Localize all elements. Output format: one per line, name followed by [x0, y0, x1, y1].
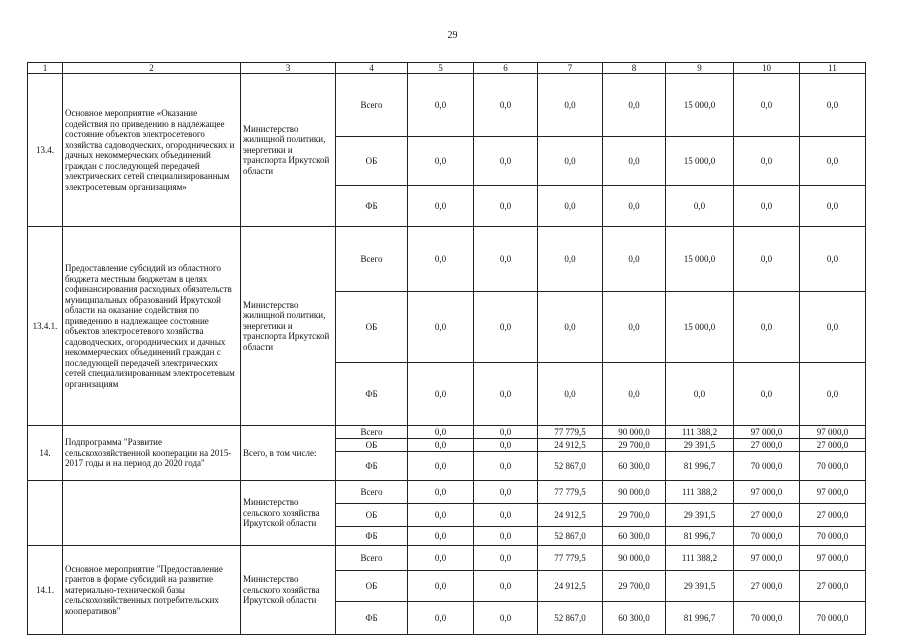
amount-cell: 0,0: [474, 602, 538, 635]
row-description: [63, 481, 241, 546]
amount-cell: 0,0: [474, 439, 538, 452]
page-number: 29: [447, 30, 458, 41]
amount-cell: 27 000,0: [800, 504, 866, 527]
column-number: 9: [666, 63, 734, 74]
amount-cell: 29 391,5: [666, 571, 734, 602]
amount-cell: 0,0: [734, 363, 800, 426]
amount-cell: 0,0: [734, 137, 800, 186]
responsible-executor: Всего, в том числе:: [241, 426, 336, 481]
table-row: [28, 227, 866, 292]
funding-source: ФБ: [336, 602, 408, 635]
amount-cell: 24 912,5: [538, 571, 603, 602]
amount-cell: 0,0: [734, 292, 800, 363]
amount-cell: 111 388,2: [666, 481, 734, 504]
amount-cell: 27 000,0: [800, 571, 866, 602]
funding-source: Всего: [336, 546, 408, 571]
funding-source: ОБ: [336, 292, 408, 363]
amount-cell: 77 779,5: [538, 546, 603, 571]
amount-cell: 0,0: [666, 363, 734, 426]
table-row: [28, 426, 866, 439]
amount-cell: 70 000,0: [800, 527, 866, 546]
funding-source: ФБ: [336, 452, 408, 481]
amount-cell: 0,0: [800, 363, 866, 426]
amount-cell: 0,0: [474, 363, 538, 426]
amount-cell: 0,0: [603, 74, 666, 137]
amount-cell: 0,0: [408, 227, 474, 292]
funding-source: ФБ: [336, 363, 408, 426]
amount-cell: 0,0: [408, 292, 474, 363]
amount-cell: 97 000,0: [734, 426, 800, 439]
amount-cell: 0,0: [538, 292, 603, 363]
amount-cell: 52 867,0: [538, 527, 603, 546]
amount-cell: 81 996,7: [666, 602, 734, 635]
amount-cell: 0,0: [474, 571, 538, 602]
amount-cell: 15 000,0: [666, 292, 734, 363]
column-number: 1: [28, 63, 63, 74]
funding-source: ОБ: [336, 439, 408, 452]
amount-cell: 97 000,0: [800, 426, 866, 439]
column-number: 6: [474, 63, 538, 74]
amount-cell: 97 000,0: [800, 481, 866, 504]
amount-cell: 27 000,0: [734, 504, 800, 527]
amount-cell: 0,0: [800, 137, 866, 186]
amount-cell: 24 912,5: [538, 439, 603, 452]
column-number: 8: [603, 63, 666, 74]
amount-cell: 29 700,0: [603, 571, 666, 602]
amount-cell: 0,0: [474, 426, 538, 439]
amount-cell: 0,0: [800, 186, 866, 227]
amount-cell: 0,0: [603, 227, 666, 292]
amount-cell: 60 300,0: [603, 527, 666, 546]
column-number: 11: [800, 63, 866, 74]
amount-cell: 0,0: [474, 186, 538, 227]
column-numbers-row: [28, 63, 866, 74]
funding-source: ОБ: [336, 137, 408, 186]
amount-cell: 0,0: [603, 137, 666, 186]
amount-cell: 0,0: [800, 227, 866, 292]
amount-cell: 0,0: [474, 504, 538, 527]
amount-cell: 90 000,0: [603, 426, 666, 439]
amount-cell: 0,0: [408, 426, 474, 439]
row-number: 13.4.: [28, 74, 63, 227]
amount-cell: 29 391,5: [666, 504, 734, 527]
row-description: Основное мероприятие «Оказание содействия по приведению в надлежащее состояние объектов электросетевого хозяйства садоводческих, огороднических и дачных некоммерческих объединений граждан с последующей передачей электрических сетей специализированным электросетевым организациям»: [63, 74, 241, 227]
amount-cell: 0,0: [474, 452, 538, 481]
amount-cell: 15 000,0: [666, 227, 734, 292]
amount-cell: 0,0: [474, 292, 538, 363]
amount-cell: 97 000,0: [734, 546, 800, 571]
responsible-executor: Министерство сельского хозяйства Иркутской области: [241, 546, 336, 635]
amount-cell: 0,0: [408, 546, 474, 571]
row-number: 13.4.1.: [28, 227, 63, 426]
column-number: 2: [63, 63, 241, 74]
amount-cell: 0,0: [603, 363, 666, 426]
budget-table: [27, 62, 866, 635]
amount-cell: 0,0: [408, 363, 474, 426]
amount-cell: 0,0: [603, 186, 666, 227]
table-row: [28, 481, 866, 504]
amount-cell: 70 000,0: [734, 602, 800, 635]
responsible-executor: Министерство сельского хозяйства Иркутской области: [241, 481, 336, 546]
amount-cell: 0,0: [734, 74, 800, 137]
funding-source: Всего: [336, 481, 408, 504]
funding-source: Всего: [336, 74, 408, 137]
row-number: 14.: [28, 426, 63, 481]
funding-source: ФБ: [336, 527, 408, 546]
amount-cell: 81 996,7: [666, 452, 734, 481]
table-row: [28, 74, 866, 137]
amount-cell: 0,0: [474, 481, 538, 504]
amount-cell: 0,0: [474, 74, 538, 137]
amount-cell: 0,0: [734, 227, 800, 292]
amount-cell: 0,0: [408, 481, 474, 504]
funding-source: ОБ: [336, 571, 408, 602]
amount-cell: 0,0: [408, 571, 474, 602]
amount-cell: 70 000,0: [734, 452, 800, 481]
amount-cell: 0,0: [538, 74, 603, 137]
amount-cell: 0,0: [408, 602, 474, 635]
amount-cell: 0,0: [408, 527, 474, 546]
amount-cell: 0,0: [474, 527, 538, 546]
column-number: 7: [538, 63, 603, 74]
amount-cell: 27 000,0: [734, 439, 800, 452]
funding-source: ОБ: [336, 504, 408, 527]
amount-cell: 70 000,0: [800, 452, 866, 481]
amount-cell: 0,0: [408, 186, 474, 227]
amount-cell: 111 388,2: [666, 546, 734, 571]
funding-source: Всего: [336, 426, 408, 439]
amount-cell: 27 000,0: [800, 439, 866, 452]
amount-cell: 0,0: [734, 186, 800, 227]
amount-cell: 0,0: [474, 227, 538, 292]
amount-cell: 0,0: [408, 137, 474, 186]
amount-cell: 15 000,0: [666, 137, 734, 186]
amount-cell: 0,0: [538, 363, 603, 426]
amount-cell: 15 000,0: [666, 74, 734, 137]
amount-cell: 0,0: [474, 137, 538, 186]
row-number: [28, 481, 63, 546]
funding-source: Всего: [336, 227, 408, 292]
amount-cell: 29 700,0: [603, 439, 666, 452]
table-row: [28, 546, 866, 571]
amount-cell: 60 300,0: [603, 452, 666, 481]
funding-source: ФБ: [336, 186, 408, 227]
column-number: 4: [336, 63, 408, 74]
amount-cell: 111 388,2: [666, 426, 734, 439]
amount-cell: 0,0: [408, 504, 474, 527]
amount-cell: 77 779,5: [538, 426, 603, 439]
amount-cell: 0,0: [538, 186, 603, 227]
amount-cell: 70 000,0: [734, 527, 800, 546]
amount-cell: 0,0: [474, 546, 538, 571]
amount-cell: 0,0: [666, 186, 734, 227]
amount-cell: 27 000,0: [734, 571, 800, 602]
row-number: 14.1.: [28, 546, 63, 635]
amount-cell: 97 000,0: [800, 546, 866, 571]
amount-cell: 29 391,5: [666, 439, 734, 452]
amount-cell: 81 996,7: [666, 527, 734, 546]
amount-cell: 29 700,0: [603, 504, 666, 527]
amount-cell: 0,0: [408, 452, 474, 481]
column-number: 10: [734, 63, 800, 74]
amount-cell: 0,0: [800, 292, 866, 363]
amount-cell: 90 000,0: [603, 481, 666, 504]
amount-cell: 0,0: [538, 137, 603, 186]
column-number: 3: [241, 63, 336, 74]
amount-cell: 0,0: [408, 74, 474, 137]
amount-cell: 52 867,0: [538, 452, 603, 481]
row-description: Подпрограмма "Развитие сельскохозяйственной кооперации на 2015-2017 годы и на период до 2020 года": [63, 426, 241, 481]
row-description: Предоставление субсидий из областного бюджета местным бюджетам в целях софинансирования расходных обязательств муниципальных образований Иркутской области на оказание содействия по приведению в надлежащее состояние объектов электросетевого хозяйства садоводческих, огороднических и дачных некоммерческих объединений граждан с последующей передачей электрических сетей специализированным электросетевым организациям: [63, 227, 241, 426]
responsible-executor: Министерство жилищной политики, энергетики и транспорта Иркутской области: [241, 227, 336, 426]
amount-cell: 0,0: [603, 292, 666, 363]
column-number: 5: [408, 63, 474, 74]
amount-cell: 0,0: [538, 227, 603, 292]
amount-cell: 0,0: [800, 74, 866, 137]
amount-cell: 77 779,5: [538, 481, 603, 504]
amount-cell: 60 300,0: [603, 602, 666, 635]
amount-cell: 90 000,0: [603, 546, 666, 571]
amount-cell: 0,0: [408, 439, 474, 452]
row-description: Основное мероприятие "Предоставление грантов в форме субсидий на развитие материально-технической базы сельскохозяйственных потребительских кооперативов": [63, 546, 241, 635]
amount-cell: 97 000,0: [734, 481, 800, 504]
amount-cell: 70 000,0: [800, 602, 866, 635]
responsible-executor: Министерство жилищной политики, энергетики и транспорта Иркутской области: [241, 74, 336, 227]
amount-cell: 52 867,0: [538, 602, 603, 635]
amount-cell: 24 912,5: [538, 504, 603, 527]
